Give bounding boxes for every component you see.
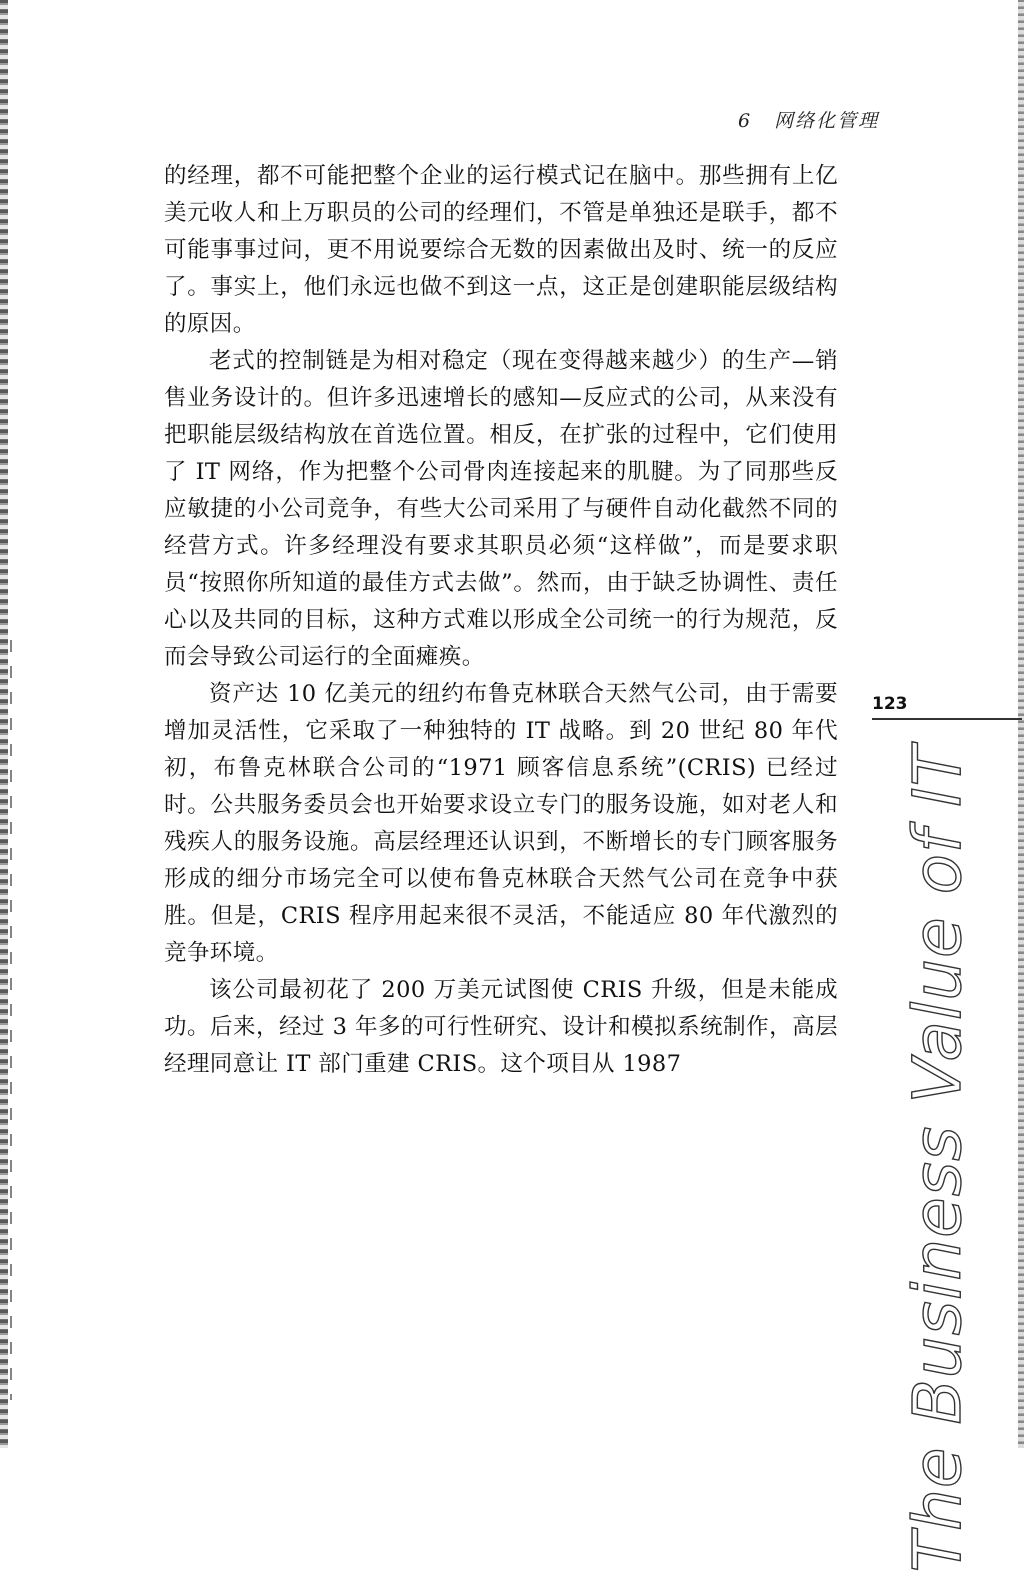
paragraph: 老式的控制链是为相对稳定（现在变得越来越少）的生产—销售业务设计的。但许多迅速增长的感知—反应式的公司，从来没有把职能层级结构放在首选位置。相反，在扩张的过程中，它们使用了 IT 网络，作为把整个公司骨肉连接起来的肌腱。为了同那些反应敏捷的小公司竞争，有些大公司采用了与硬件自动化截然不同的经营方式。许多经理没有要求其职员必须“这样做”，而是要求职员“按照你所知道的最佳方式去做”。然而，由于缺乏协调性、责任心以及共同的目标，这种方式难以形成全公司统一的行为规范，反而会导致公司运行的全面瘫痪。 (164, 348, 838, 670)
scan-edge-left (0, 0, 8, 1448)
paragraph-continued: 的经理，都不可能把整个企业的运行模式记在脑中。那些拥有上亿美元收人和上万职员的公司的经理们，不管是单独还是联手，都不可能事事过问，更不用说要综合无数的因素做出及时、统一的反应了。事实上，他们永远也做不到这一点，这正是创建职能层级结构的原因。 (164, 163, 838, 337)
page-number-rule (872, 718, 1022, 720)
paragraph: 资产达 10 亿美元的纽约布鲁克林联合天然气公司，由于需要增加灵活性，它采取了一种独特的 IT 战略。到 20 世纪 80 年代初，布鲁克林联合公司的“1971 顾客信息系统”(CRIS) 已经过时。公共服务委员会也开始要求设立专门的服务设施，如对老人和残疾人的服务设施。高层经理还认识到，不断增长的专门顾客服务形成的细分市场完全可以使布鲁克林联合天然气公司在竞争中获胜。但是，CRIS 程序用起来很不灵活，不能适应 80 年代激烈的竞争环境。 (164, 681, 838, 966)
chapter-number: 6 (738, 110, 753, 132)
running-head (738, 106, 898, 133)
chapter-title: 网络化管理 (774, 110, 880, 132)
scan-edge-left-marks (10, 640, 12, 1400)
body-text (164, 158, 838, 1083)
page-number: 123 (872, 694, 908, 714)
book-title-vertical: The Business Value of IT (899, 745, 976, 1572)
paragraph: 该公司最初花了 200 万美元试图使 CRIS 升级，但是未能成功。后来，经过 3 年多的可行性研究、设计和模拟系统制作，高层经理同意让 IT 部门重建 CRIS。这个项目从 1987 (164, 977, 838, 1077)
scan-edge-right (1018, 0, 1024, 1448)
